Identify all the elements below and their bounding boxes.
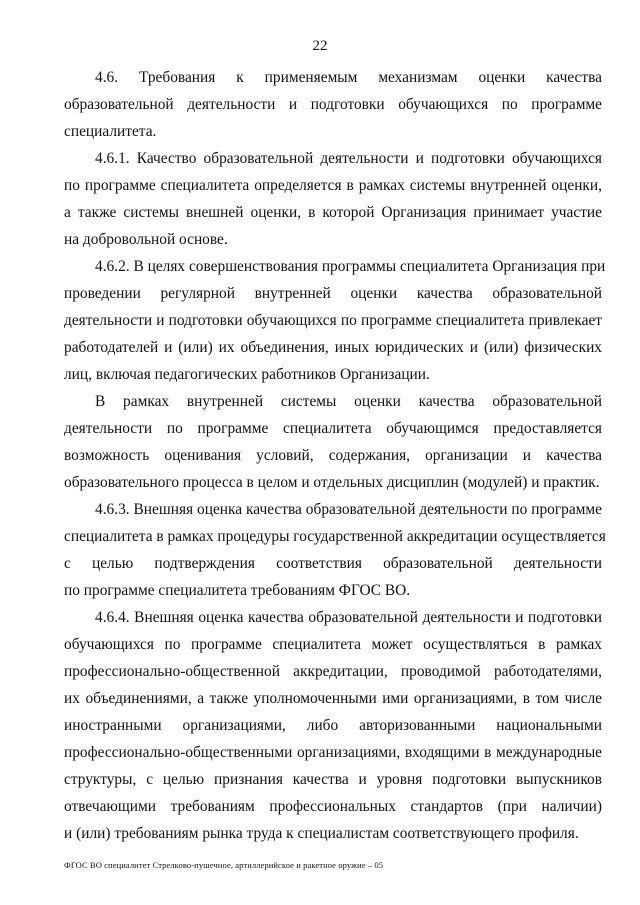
text-line: 4.6. Требования к применяемым механизмам оценки качества	[95, 69, 602, 86]
text-line: возможность оценивания условий, содержания, организации и качества	[64, 447, 602, 464]
text-line: 4.6.4. Внешняя оценка качества образовательной деятельности и подготовки	[95, 609, 602, 626]
paragraph-4-6-3	[64, 496, 606, 604]
text-line: специалитета в рамках процедуры государственной аккредитации осуществляется	[64, 528, 606, 545]
page-number: 22	[312, 38, 328, 54]
document-body	[64, 64, 606, 847]
text-line: обучающихся по программе специалитета может осуществляться в рамках	[64, 636, 602, 653]
paragraph-4-6	[64, 64, 602, 145]
text-line: образовательной деятельности и подготовки обучающихся по программе	[64, 96, 602, 113]
text-line: а также системы внешней оценки, в которой Организация принимает участие	[64, 204, 602, 221]
page-footer: ФГОС ВО специалитет Стрелково-пушечное, артиллерийское и ракетное оружие – 05	[64, 860, 384, 870]
text-line: профессионально-общественными организациями, входящими в международные	[64, 744, 602, 761]
paragraph-internal-assessment	[64, 388, 602, 496]
paragraph-4-6-4	[64, 604, 602, 847]
text-line: 4.6.1. Качество образовательной деятельности и подготовки обучающихся	[95, 150, 602, 167]
text-line: их объединениями, а также уполномоченными ими организациями, в том числе	[64, 690, 602, 707]
text-line: специалитета.	[64, 123, 157, 140]
paragraph-4-6-1	[64, 145, 602, 253]
text-line: образовательного процесса в целом и отдельных дисциплин (модулей) и практик.	[64, 474, 600, 491]
text-line: отвечающими требованиям профессиональных стандартов (при наличии)	[64, 798, 602, 815]
paragraph-4-6-2	[64, 253, 606, 388]
text-line: по программе специалитета требованиям ФГОС ВО.	[64, 582, 411, 599]
text-line: проведении регулярной внутренней оценки качества образовательной	[64, 285, 602, 302]
text-line: работодателей и (или) их объединения, иных юридических и (или) физических	[64, 339, 602, 356]
text-line: с целью подтверждения соответствия образовательной деятельности	[64, 555, 602, 572]
text-line: В рамках внутренней системы оценки качества образовательной	[95, 393, 602, 410]
text-line: деятельности по программе специалитета обучающимся предоставляется	[64, 420, 602, 437]
text-line: структуры, с целью признания качества и уровня подготовки выпускников	[64, 771, 602, 788]
text-line: на добровольной основе.	[64, 231, 228, 248]
text-line: профессионально-общественной аккредитации, проводимой работодателями,	[64, 663, 602, 680]
text-line: 4.6.3. Внешняя оценка качества образовательной деятельности по программе	[95, 501, 602, 518]
text-line: иностранными организациями, либо авторизованными национальными	[64, 717, 602, 734]
text-line: 4.6.2. В целях совершенствования программы специалитета Организация при	[95, 258, 606, 275]
text-line: и (или) требованиям рынка труда к специалистам соответствующего профиля.	[64, 825, 579, 842]
text-line: по программе специалитета определяется в рамках системы внутренней оценки,	[64, 177, 602, 194]
text-line: деятельности и подготовки обучающихся по программе специалитета привлекает	[64, 312, 602, 329]
text-line: лиц, включая педагогических работников Организации.	[64, 366, 430, 383]
